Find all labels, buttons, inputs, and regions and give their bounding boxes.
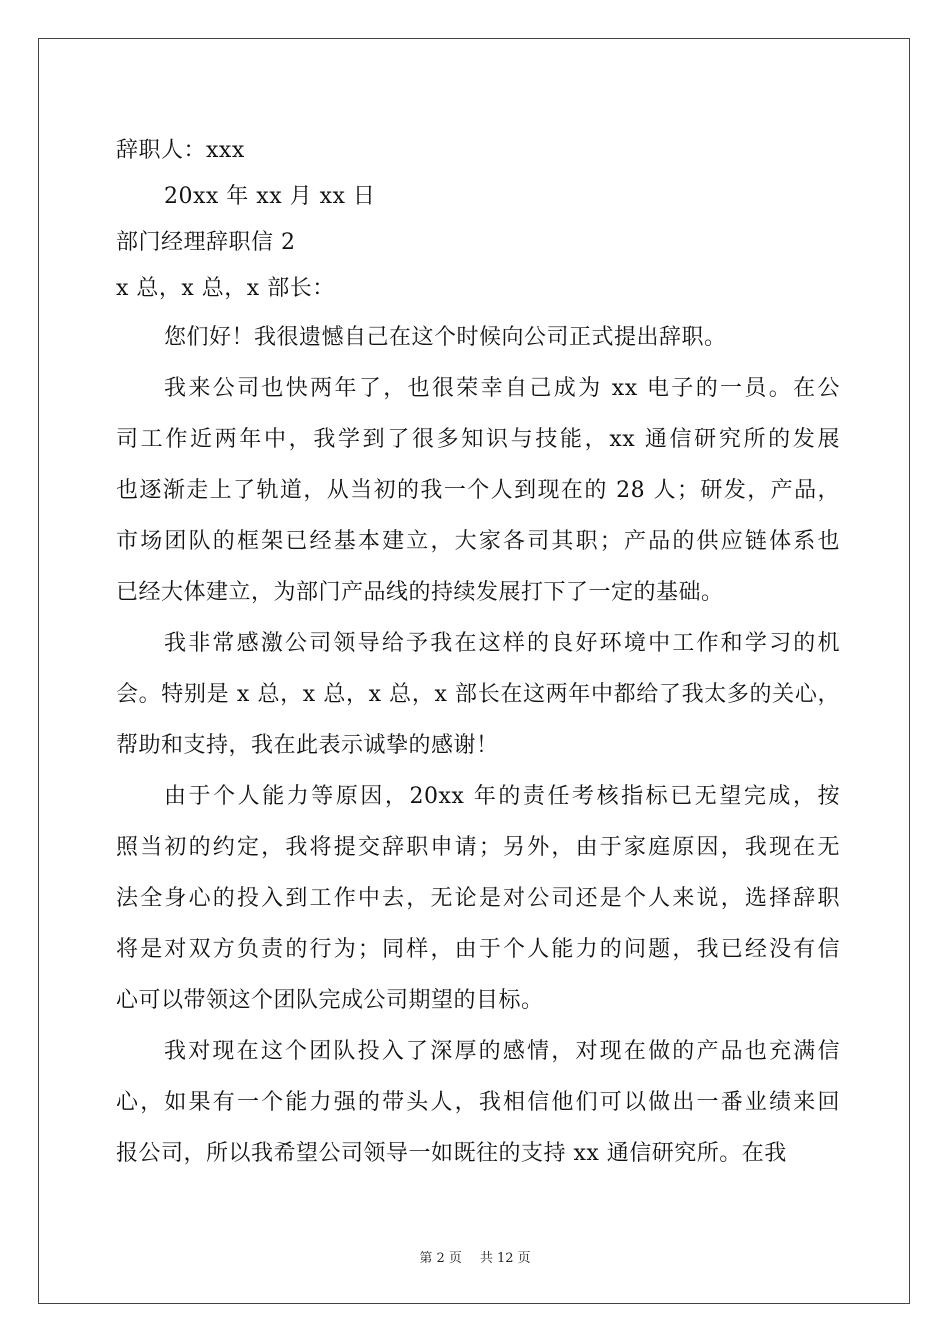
paragraph-line: 我来公司也快两年了，也很荣幸自己成为 xx 电子的一员。在公 xyxy=(164,376,840,401)
paragraph-line: 也逐渐走上了轨道，从当初的我一个人到现在的 28 人；研发，产品， xyxy=(116,478,840,503)
page-number: 第 2 页 xyxy=(419,1251,462,1266)
paragraph-line: 照当初的约定，我将提交辞职申请；另外，由于家庭原因，我现在无 xyxy=(116,835,840,860)
signer-line: 辞职人：xxx xyxy=(116,138,245,163)
paragraph-line: 市场团队的框架已经基本建立，大家各司其职；产品的供应链体系也 xyxy=(116,529,840,554)
paragraph-line: 帮助和支持，我在此表示诚挚的感谢！ xyxy=(116,733,499,758)
date-line: 20xx 年 xx 月 xx 日 xyxy=(164,184,376,209)
paragraph-line: 心，如果有一个能力强的带头人，我相信他们可以做出一番业绩来回 xyxy=(116,1090,840,1115)
letter-body xyxy=(116,128,840,1179)
paragraph-line: 已经大体建立，为部门产品线的持续发展打下了一定的基础。 xyxy=(116,580,724,605)
paragraph-line: 法全身心的投入到工作中去，无论是对公司还是个人来说，选择辞职 xyxy=(116,886,840,911)
salutation: x 总，x 总，x 部长： xyxy=(116,276,335,301)
paragraph-line: 报公司，所以我希望公司领导一如既往的支持 xx 通信研究所。在我 xyxy=(116,1141,787,1166)
paragraph-line: 您们好！我很遗憾自己在这个时候向公司正式提出辞职。 xyxy=(164,325,727,350)
paragraph xyxy=(116,1026,840,1179)
paragraph-line: 心可以带领这个团队完成公司期望的目标。 xyxy=(116,988,544,1013)
letter-title: 部门经理辞职信 2 xyxy=(116,230,296,255)
paragraph xyxy=(116,312,840,363)
paragraph-line: 会。特别是 x 总，x 总，x 总，x 部长在这两年中都给了我太多的关心， xyxy=(116,682,840,707)
paragraph xyxy=(116,363,840,618)
paragraph-line: 司工作近两年中，我学到了很多知识与技能，xx 通信研究所的发展 xyxy=(116,427,840,452)
paragraph-line: 由于个人能力等原因，20xx 年的责任考核指标已无望完成，按 xyxy=(164,784,840,809)
paragraphs xyxy=(116,312,840,1179)
page-footer xyxy=(0,1247,950,1266)
paragraph xyxy=(116,618,840,771)
paragraph xyxy=(116,771,840,1026)
page-total: 共 12 页 xyxy=(479,1251,531,1266)
paragraph-line: 我对现在这个团队投入了深厚的感情，对现在做的产品也充满信 xyxy=(164,1039,840,1064)
paragraph-line: 我非常感激公司领导给予我在这样的良好环境中工作和学习的机 xyxy=(164,631,840,656)
paragraph-line: 将是对双方负责的行为；同样，由于个人能力的问题，我已经没有信 xyxy=(116,937,840,962)
